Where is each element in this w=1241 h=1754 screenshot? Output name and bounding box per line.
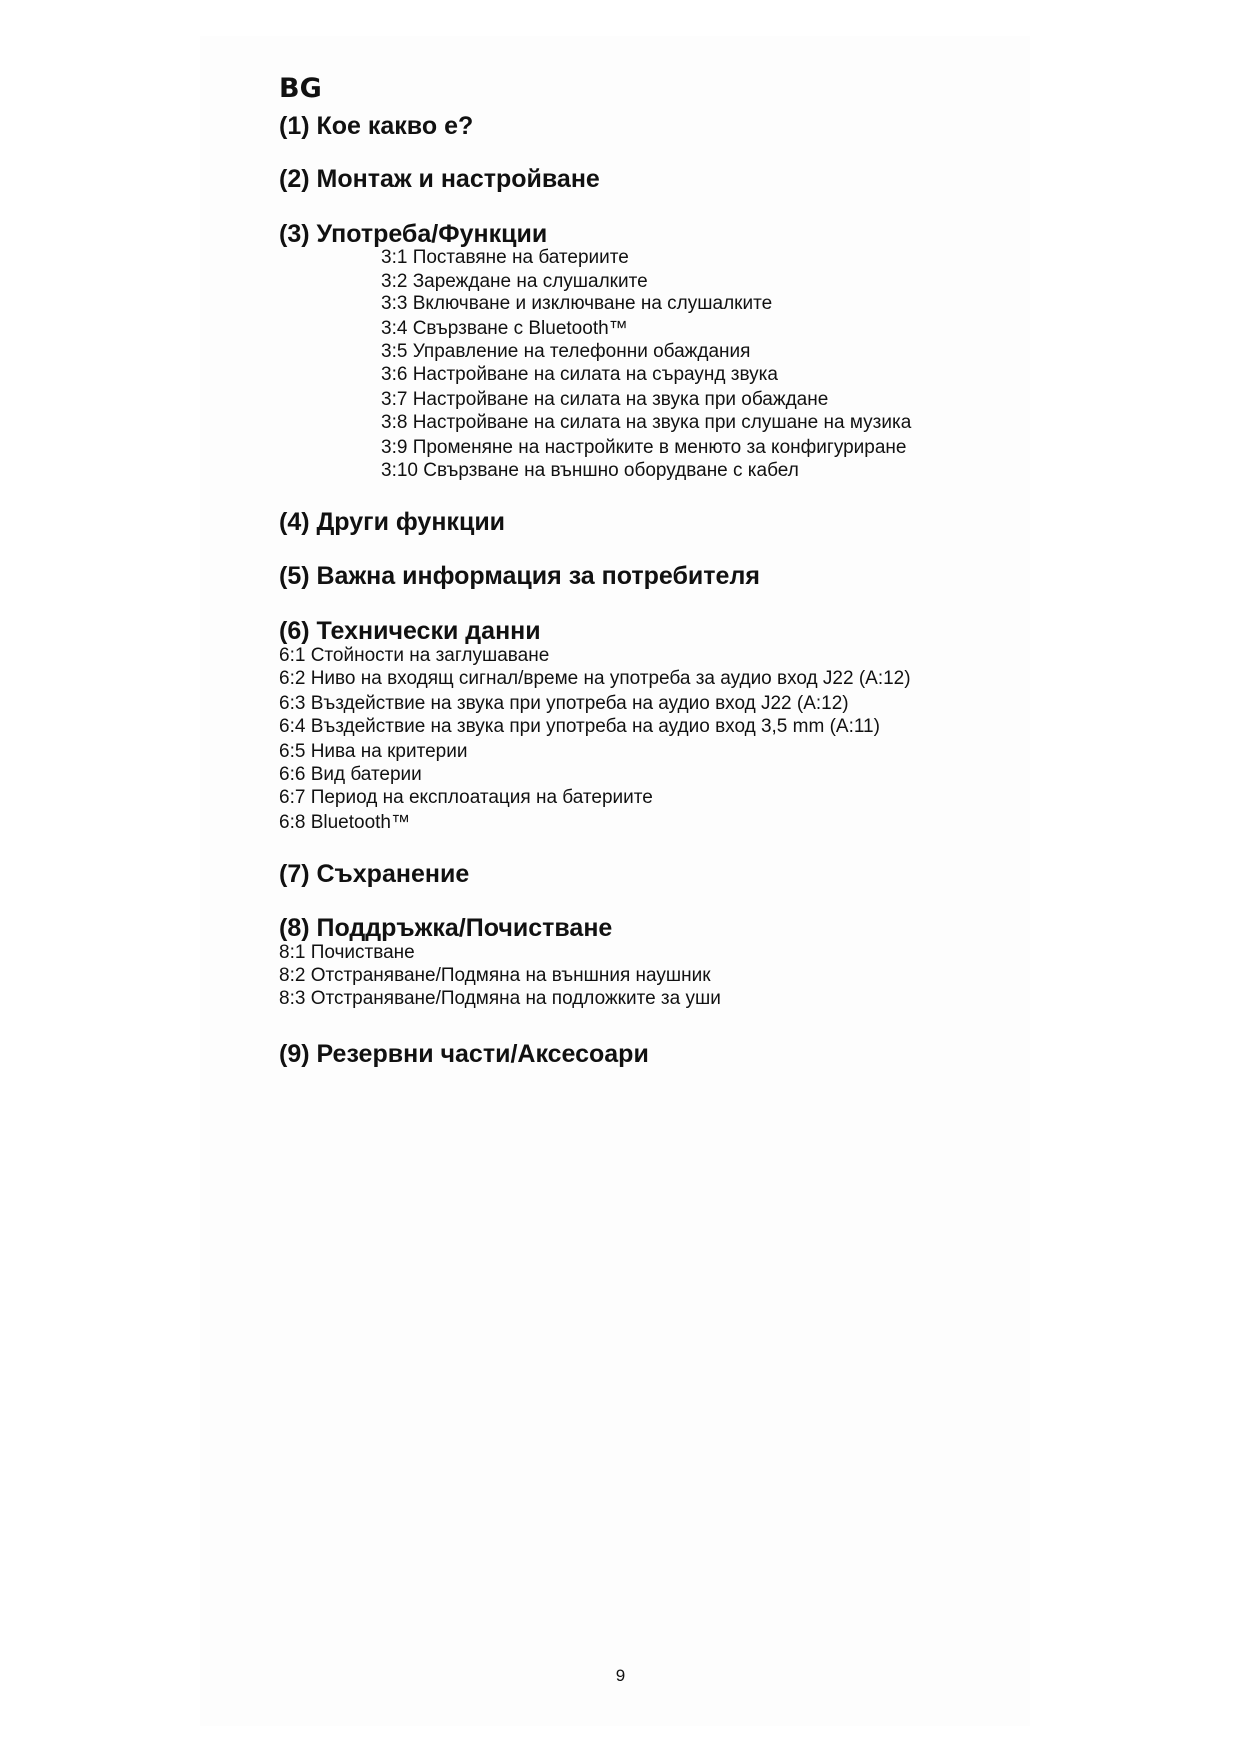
page-number: 9: [615, 1666, 626, 1685]
section-1-heading: (1) Кое какво е?: [279, 112, 474, 140]
section-6-heading: (6) Технически данни: [279, 617, 541, 645]
section-6-item: 6:7 Период на експлоатация на батериите: [279, 787, 653, 808]
section-3-item: 3:8 Настройване на силата на звука при слушане на музика: [381, 412, 912, 433]
language-code: BG: [279, 73, 322, 104]
section-9-heading: (9) Резервни части/Аксесоари: [279, 1040, 649, 1068]
section-2-heading: (2) Монтаж и настройване: [279, 165, 600, 193]
section-3-item: 3:1 Поставяне на батериите: [381, 247, 629, 268]
section-3-item: 3:7 Настройване на силата на звука при обаждане: [381, 389, 829, 410]
section-8-item: 8:2 Отстраняване/Подмяна на външния наушник: [279, 965, 711, 986]
section-4-heading: (4) Други функции: [279, 508, 506, 536]
section-3-item: 3:6 Настройване на силата на съраунд звука: [381, 364, 778, 385]
section-8-item: 8:1 Почистване: [279, 942, 415, 963]
section-8-heading: (8) Поддръжка/Почистване: [279, 914, 613, 942]
section-6-item: 6:5 Нива на критерии: [279, 741, 468, 762]
section-6-item: 6:8 Bluetooth™: [279, 812, 410, 833]
section-7-heading: (7) Съхранение: [279, 860, 470, 888]
section-6-item: 6:6 Вид батерии: [279, 764, 422, 785]
section-3-item: 3:2 Зареждане на слушалките: [381, 271, 648, 292]
section-3-item: 3:4 Свързване с Bluetooth™: [381, 318, 628, 339]
section-8-item: 8:3 Отстраняване/Подмяна на подложките за уши: [279, 988, 721, 1009]
section-6-item: 6:3 Въздействие на звука при употреба на аудио вход J22 (A:12): [279, 693, 849, 714]
section-3-item: 3:3 Включване и изключване на слушалките: [381, 293, 773, 314]
section-3-item: 3:5 Управление на телефонни обаждания: [381, 341, 751, 362]
section-6-item: 6:1 Стойности на заглушаване: [279, 645, 550, 666]
section-3-heading: (3) Употреба/Функции: [279, 220, 548, 248]
section-6-item: 6:4 Въздействие на звука при употреба на аудио вход 3,5 mm (A:11): [279, 716, 880, 737]
section-3-item: 3:9 Променяне на настройките в менюто за конфигуриране: [381, 437, 907, 458]
section-6-item: 6:2 Ниво на входящ сигнал/време на употреба за аудио вход J22 (A:12): [279, 668, 911, 689]
section-5-heading: (5) Важна информация за потребителя: [279, 562, 760, 590]
section-3-item: 3:10 Свързване на външно оборудване с кабел: [381, 460, 799, 481]
